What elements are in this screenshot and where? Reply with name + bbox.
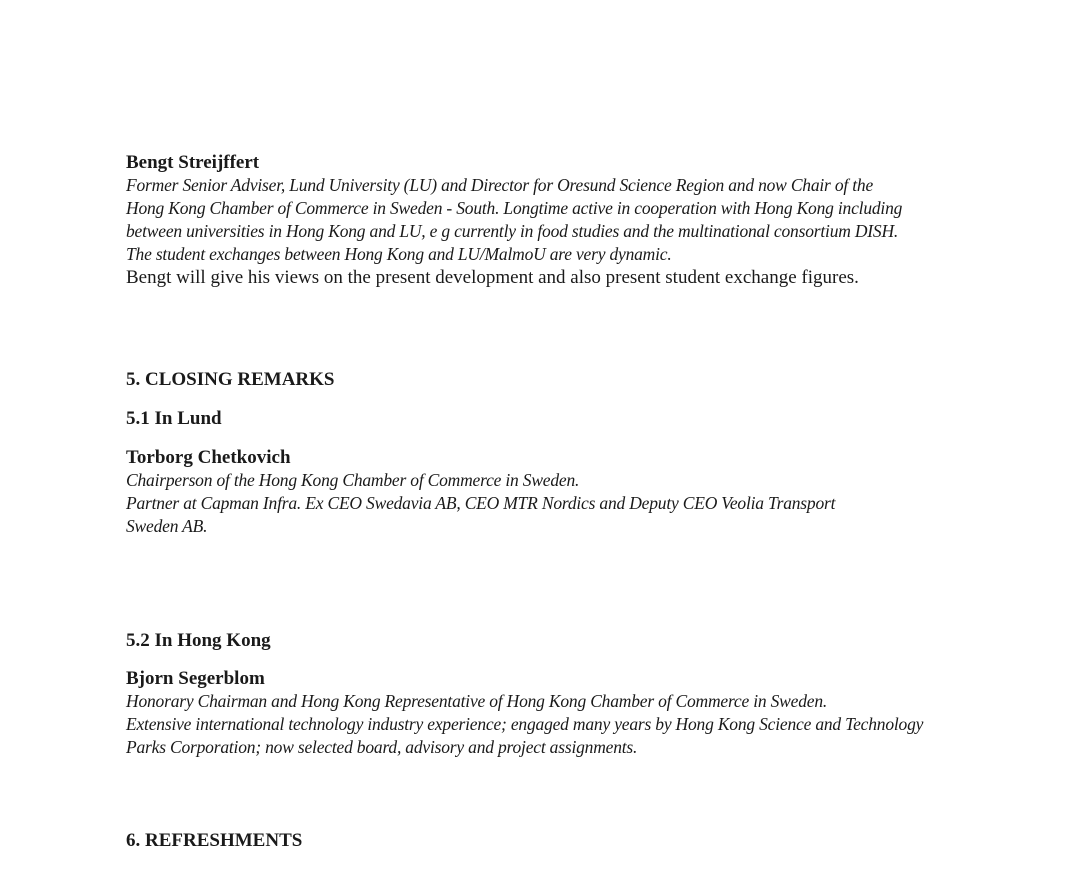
speaker-torborg <box>126 446 956 538</box>
speaker-description-line: Partner at Capman Infra. Ex CEO Swedavia AB, CEO MTR Nordics and Deputy CEO Veolia Transport <box>126 493 836 513</box>
speaker-description-line: Parks Corporation; now selected board, advisory and project assignments. <box>126 737 638 757</box>
speaker-description-line: between universities in Hong Kong and LU, e g currently in food studies and the multinational consortium DISH. <box>126 221 899 241</box>
speaker-description-line: Former Senior Adviser, Lund University (LU) and Director for Oresund Science Region and now Chair of the <box>126 175 874 195</box>
speaker-name: Bjorn Segerblom <box>126 668 265 689</box>
document-page <box>126 0 956 870</box>
subsection-heading: 5.1 In Lund <box>126 408 222 429</box>
speaker-description-line: Sweden AB. <box>126 516 208 536</box>
speaker-description-line: Chairperson of the Hong Kong Chamber of Commerce in Sweden. <box>126 470 580 490</box>
section-6 <box>126 829 956 852</box>
subsection-heading: 5.2 In Hong Kong <box>126 630 271 651</box>
speaker-name: Torborg Chetkovich <box>126 447 291 468</box>
subsection-5-2 <box>126 629 956 652</box>
speaker-name: Bengt Streijffert <box>126 152 260 173</box>
subsection-5-1 <box>126 407 956 430</box>
section-heading: 6. REFRESHMENTS <box>126 830 303 851</box>
speaker-description-line: The student exchanges between Hong Kong and LU/MalmoU are very dynamic. <box>126 244 672 264</box>
speaker-bengt <box>126 151 956 289</box>
section-5 <box>126 368 956 391</box>
speaker-note: Bengt will give his views on the present development and also present student exchange figures. <box>126 267 859 288</box>
speaker-description-line: Extensive international technology industry experience; engaged many years by Hong Kong Science and Technology <box>126 714 924 734</box>
section-heading: 5. CLOSING REMARKS <box>126 369 335 390</box>
speaker-bjorn <box>126 667 956 759</box>
speaker-description-line: Honorary Chairman and Hong Kong Representative of Hong Kong Chamber of Commerce in Sweden. <box>126 691 828 711</box>
speaker-description-line: Hong Kong Chamber of Commerce in Sweden - South. Longtime active in cooperation with Hong Kong including <box>126 198 903 218</box>
